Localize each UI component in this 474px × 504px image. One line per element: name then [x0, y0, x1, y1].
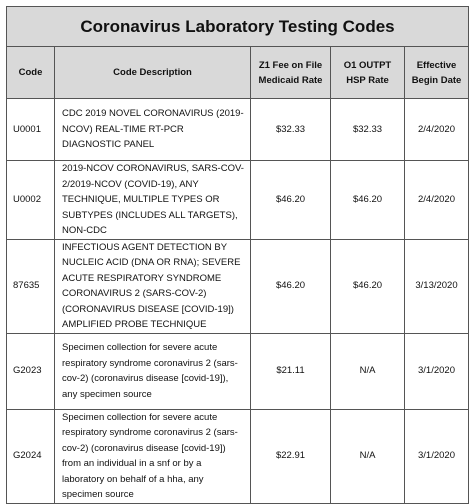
effective-date-cell: 2/4/2020 [405, 99, 469, 161]
header-row [7, 47, 469, 99]
table-row [7, 239, 469, 333]
title-row [7, 7, 469, 47]
table-row [7, 409, 469, 503]
table-row [7, 99, 469, 161]
description-cell: CDC 2019 NOVEL CORONAVIRUS (2019-NCOV) REAL-TIME RT-PCR DIAGNOSTIC PANEL [55, 99, 251, 161]
z1-fee-cell: $32.33 [251, 99, 331, 161]
description-cell: Specimen collection for severe acute respiratory syndrome coronavirus 2 (sars-cov-2) (coronavirus disease [covid-19]), any specimen source [55, 333, 251, 409]
table-row [7, 161, 469, 240]
testing-codes-sheet [6, 6, 468, 500]
code-cell: 87635 [7, 239, 55, 333]
z1-fee-cell: $46.20 [251, 239, 331, 333]
header-o1-rate: O1 OUTPT HSP Rate [331, 47, 405, 99]
z1-fee-cell: $21.11 [251, 333, 331, 409]
o1-rate-cell: $46.20 [331, 161, 405, 240]
description-cell: 2019-NCOV CORONAVIRUS, SARS-COV-2/2019-NCOV (COVID-19), ANY TECHNIQUE, MULTIPLE TYPES OR SUBTYPES (INCLUDES ALL TARGETS), NON-CDC [55, 161, 251, 240]
o1-rate-cell: $32.33 [331, 99, 405, 161]
testing-codes-table [6, 6, 469, 504]
header-description: Code Description [55, 47, 251, 99]
header-effective-date: Effective Begin Date [405, 47, 469, 99]
effective-date-cell: 2/4/2020 [405, 161, 469, 240]
o1-rate-cell: N/A [331, 409, 405, 503]
effective-date-cell: 3/13/2020 [405, 239, 469, 333]
effective-date-cell: 3/1/2020 [405, 409, 469, 503]
code-cell: U0002 [7, 161, 55, 240]
code-cell: U0001 [7, 99, 55, 161]
z1-fee-cell: $46.20 [251, 161, 331, 240]
header-code: Code [7, 47, 55, 99]
code-cell: G2024 [7, 409, 55, 503]
table-title: Coronavirus Laboratory Testing Codes [7, 7, 469, 47]
table-row [7, 333, 469, 409]
o1-rate-cell: $46.20 [331, 239, 405, 333]
code-cell: G2023 [7, 333, 55, 409]
description-cell: INFECTIOUS AGENT DETECTION BY NUCLEIC ACID (DNA OR RNA); SEVERE ACUTE RESPIRATORY SYNDROME CORONAVIRUS 2 (SARS-COV-2) (CORONAVIRUS DISEASE [COVID-19]) AMPLIFIED PROBE TECHNIQUE [55, 239, 251, 333]
z1-fee-cell: $22.91 [251, 409, 331, 503]
description-cell: Specimen collection for severe acute respiratory syndrome coronavirus 2 (sars-cov-2) (coronavirus disease [covid-19]) from an individual in a snf or by a laboratory on behalf of a hha, any specimen source [55, 409, 251, 503]
effective-date-cell: 3/1/2020 [405, 333, 469, 409]
o1-rate-cell: N/A [331, 333, 405, 409]
header-z1-fee: Z1 Fee on File Medicaid Rate [251, 47, 331, 99]
